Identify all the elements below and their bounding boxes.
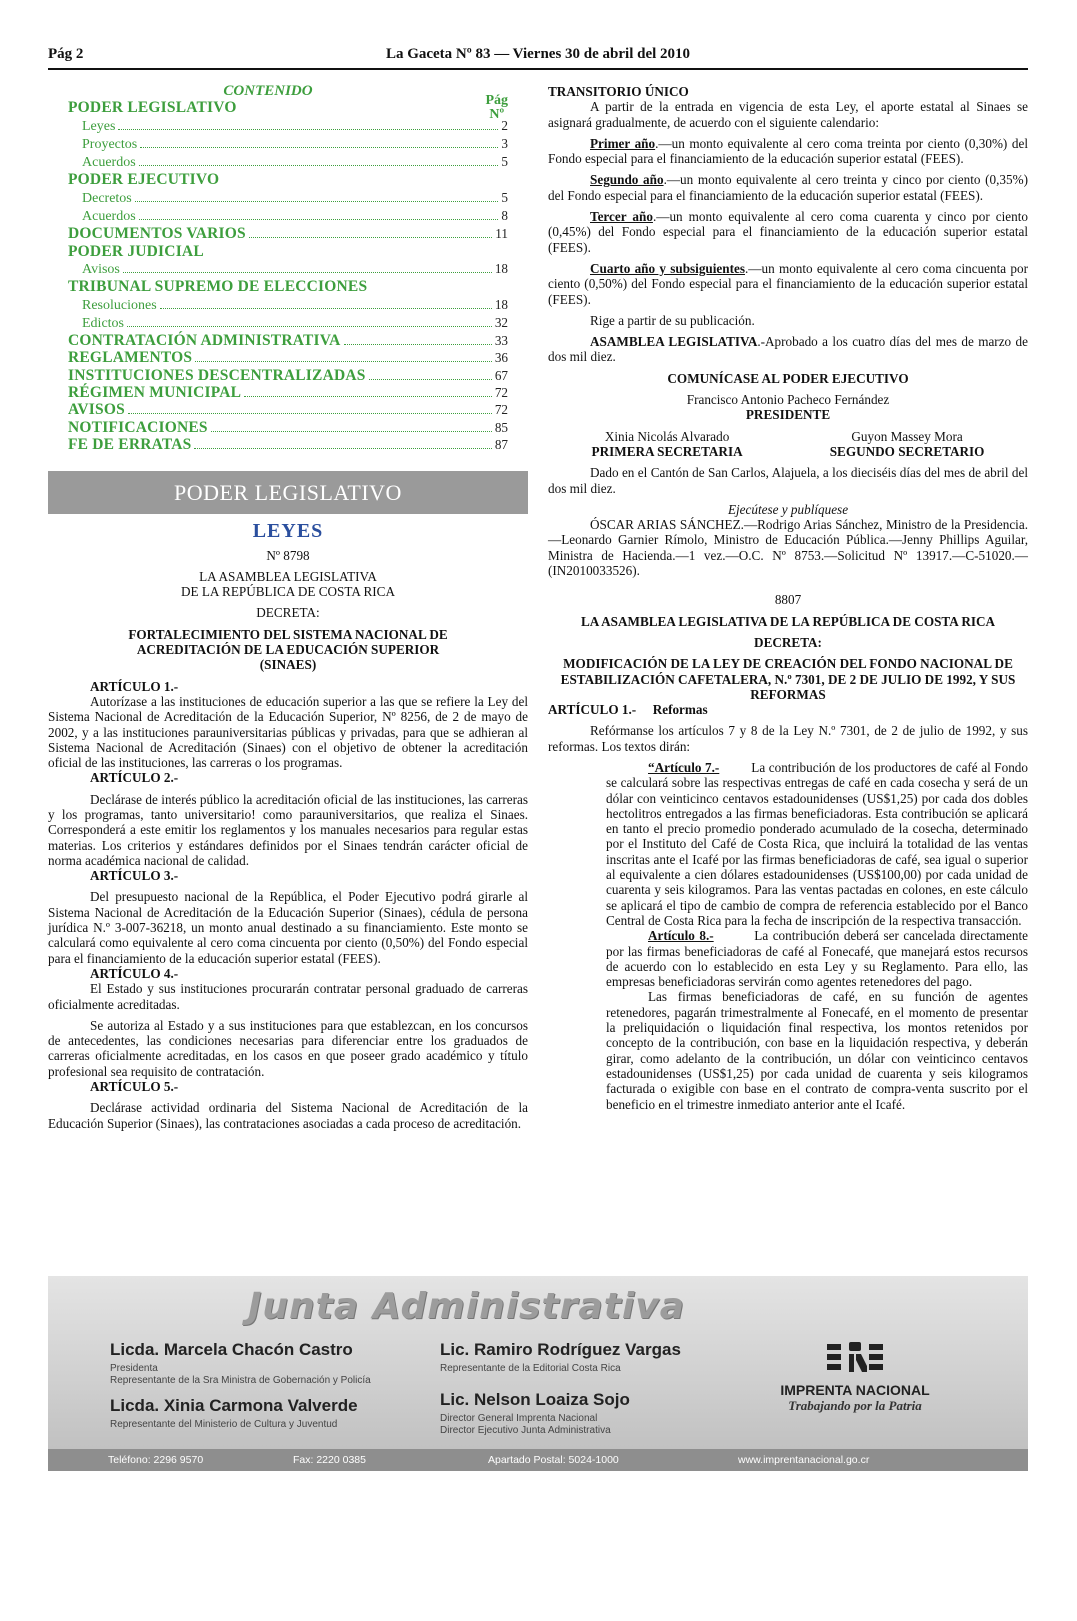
member-2-name: Licda. Xinia Carmona Valverde (110, 1396, 358, 1415)
toc-entry[interactable] (68, 436, 508, 453)
section-banner: PODER LEGISLATIVO (48, 471, 528, 514)
secretaries (548, 429, 1028, 460)
toc-entry-label: NOTIFICACIONES (68, 418, 208, 436)
toc-page-header-text: Pág Nº (485, 93, 508, 122)
imprenta-logo-icon (825, 1340, 885, 1378)
toc-entry[interactable] (68, 419, 508, 436)
law-2-title: MODIFICACIÓN DE LA LEY DE CREACIÓN DEL FONDO NACIONAL DE ESTABILIZACIÓN CAFETALERA, N.º 7301, DE 2 DE JULIO DE 1992, Y SUS REFORMAS (560, 656, 1016, 702)
toc-entry[interactable] (68, 332, 508, 349)
year-4-text: .—un monto equivalente al cero coma cincuenta por ciento (0,50%) del Fondo especial para el financiamiento de la educación superior estatal (FEES). (548, 260, 1028, 307)
ejecutese: Ejecútese y publíquese (727, 501, 849, 517)
toc-leader-dots (139, 209, 499, 220)
year-3 (548, 209, 1028, 255)
toc-entry[interactable] (68, 189, 508, 207)
articulo-7-label: “Artículo 7.- (648, 759, 720, 775)
toc-entry-page: 85 (494, 419, 508, 435)
member-2 (110, 1396, 358, 1431)
article-4-text-b: Se autoriza al Estado y a sus instituciones para que establezcan, en los concursos de antecedentes, las condiciones necesarias para diferenciar entre los graduados de carreras oficialmente acreditadas, en los casos en que poseer grado académico y título profesional sea requisito de contratación. (48, 1017, 528, 1079)
toc-entry-label: Acuerdos (82, 209, 136, 225)
articulo-8 (606, 928, 1028, 989)
toc-leader-dots (211, 421, 492, 432)
page-number: Pág 2 (48, 46, 84, 62)
website-link[interactable]: www.imprentanacional.go.cr (738, 1454, 870, 1466)
leyes-heading: LEYES (252, 520, 324, 543)
toc-entry-page: 72 (494, 385, 508, 401)
year-3-label: Tercer año (590, 209, 653, 225)
toc-entry-page: 11 (495, 226, 508, 242)
toc-leader-dots (344, 334, 492, 345)
toc-leader-dots (244, 386, 492, 397)
assembly-full: LA ASAMBLEA LEGISLATIVA DE LA REPÚBLICA DE COSTA RICA (580, 613, 996, 629)
articulo-8-b: Las firmas beneficiadoras de café, en su función de agentes retenedores, pagarán trimestralmente al Fonecafé, en el momento de presentar la preliquidación o liquidación final respectiva, los montos retenidos por concepto de la contribución, con base en la liquidación respectiva, y deberán girar, como adelanto de la contribución, un dólar con veinticinco centavos estadounidenses (US$1,25) por cada unidad de cuarenta y seis kilogramos facturada o exigible con base en el contrato de compra-venta suscrito por el beneficio en el trimestre inmediato anterior ante el Icafé. (606, 989, 1028, 1112)
member-2-role: Representante del Ministerio de Cultura y Juventud (110, 1419, 338, 1430)
toc-entry[interactable] (68, 384, 508, 401)
toc-entry-label: PODER JUDICIAL (68, 242, 204, 260)
president-title: PRESIDENTE (745, 407, 831, 423)
asamblea-text: .-Aprobado a los cuatro días del mes de marzo de dos mil diez. (548, 334, 1028, 365)
toc-entry[interactable] (68, 207, 508, 225)
secretary-2-title: SEGUNDO SECRETARIO (829, 443, 985, 459)
toc-entry-label: DOCUMENTOS VARIOS (68, 225, 246, 243)
law-title: FORTALECIMIENTO DEL SISTEMA NACIONAL DE ACREDITACIÓN DE LA EDUCACIÓN SUPERIOR (SINAES) (128, 626, 448, 673)
year-4-label: Cuarto año y subsiguientes (590, 260, 745, 276)
year-2-label: Segundo año (590, 172, 664, 188)
member-3 (440, 1340, 681, 1375)
toc-entry-label: INSTITUCIONES DESCENTRALIZADAS (68, 366, 366, 384)
toc-leader-dots (128, 403, 492, 414)
toc-entry-page: 3 (501, 135, 508, 151)
year-2-text: .—un monto equivalente al cero treinta y cinco por ciento (0,35%) del Fondo especial para el financiamiento de la educación superior estatal (FEES). (548, 172, 1028, 203)
toc-entry[interactable] (68, 296, 508, 314)
toc-entry-page: 18 (494, 296, 508, 312)
article-4-text-a: El Estado y sus instituciones procurarán contratar personal graduado de carreras oficialmente acreditadas. (48, 981, 528, 1012)
toc-entry-label: Decretos (82, 190, 132, 206)
comunicase: COMUNÍCASE AL PODER EJECUTIVO (667, 370, 909, 386)
toc-leader-dots (135, 191, 499, 202)
toc-entries (68, 99, 508, 453)
article-1-text: Autorízase a las instituciones de educación superior a las que se refiere la Ley del Sistema Nacional de Acreditación de la Educación Superior, Nº 8256, de 2 de mayo de 2002, y a las instituciones parauniversitarias públicas y privadas, para que se adhieran al Sistema Nacional de Acreditación (Sinaes) con el objetivo de obtener la acreditación oficial de las instituciones, las carreras o los programas. (48, 693, 528, 771)
secretary-2-name: Guyon Massey Mora (851, 428, 963, 444)
toc-entry-label: Edictos (82, 315, 124, 331)
toc-entry-label: FE DE ERRATAS (68, 435, 192, 453)
article-5-text: Declárase actividad ordinaria del Sistema Nacional de Acreditación de la Educación Superior (Sinaes), las contrataciones asociadas a cada proceso de acreditación. (48, 1100, 528, 1131)
dado: Dado en el Cantón de San Carlos, Alajuela, a los dieciséis días del mes de abril del dos mil diez. (548, 465, 1028, 496)
toc-entry-page: 67 (494, 367, 508, 383)
secretary-1-name: Xinia Nicolás Alvarado (604, 428, 730, 444)
toc-entry-label: RÉGIMEN MUNICIPAL (68, 384, 242, 402)
assembly-line-2: DE LA REPÚBLICA DE COSTA RICA (181, 584, 395, 600)
toc-entry-label: AVISOS (68, 401, 125, 419)
table-of-contents (68, 84, 508, 453)
toc-entry[interactable] (68, 401, 508, 418)
toc-entry[interactable] (68, 367, 508, 384)
year-1-text: .—un monto equivalente al cero coma treinta por ciento (0,30%) del Fondo especial para el financiamiento de la educación superior estatal (FEES). (548, 135, 1028, 167)
decreta-2: DECRETA: (754, 634, 822, 650)
postal-box: Apartado Postal: 5024-1000 (488, 1454, 619, 1466)
toc-entry-page: 5 (501, 189, 508, 205)
year-2 (548, 172, 1028, 203)
contact-bar (48, 1449, 1028, 1471)
toc-leader-dots (160, 298, 492, 309)
page-header (48, 44, 1028, 70)
quoted-articles (606, 760, 1028, 1112)
member-1-role-1: Presidenta (110, 1363, 158, 1374)
rige: Rige a partir de su publicación. (590, 312, 755, 328)
toc-leader-dots (118, 119, 498, 130)
signatories: ÓSCAR ARIAS SÁNCHEZ.—Rodrigo Arias Sánchez, Ministro de la Presidencia.—Leonardo Garnier Rímolo, Ministro de Educación Pública.—Jenny Phillips Aguilar, Ministra de Hacienda.—1 vez.—O.C. Nº 8753.—Solicitud Nº 13917.—C-51020.—(IN2010033526). (548, 517, 1028, 579)
toc-entry[interactable] (68, 314, 508, 332)
article-1-heading: ARTÍCULO 1.- (90, 678, 179, 694)
toc-entry[interactable] (68, 278, 508, 295)
toc-entry-page: 5 (501, 154, 508, 170)
assembly-line-1: LA ASAMBLEA LEGISLATIVA (199, 568, 377, 584)
member-1 (110, 1340, 371, 1387)
right-column (548, 84, 1028, 1112)
toc-entry-label: Leyes (82, 118, 116, 134)
member-3-name: Lic. Ramiro Rodríguez Vargas (440, 1340, 681, 1359)
year-1 (548, 136, 1028, 167)
decreta: DECRETA: (256, 605, 320, 621)
toc-entry-page: 18 (494, 260, 508, 276)
toc-leader-dots (195, 351, 492, 362)
toc-entry[interactable] (68, 225, 508, 242)
toc-entry-page: 87 (494, 436, 508, 452)
article-5-heading: ARTÍCULO 5.- (90, 1079, 179, 1095)
member-1-name: Licda. Marcela Chacón Castro (110, 1340, 353, 1359)
toc-entry[interactable] (68, 135, 508, 153)
article-3-text: Del presupuesto nacional de la República, el Poder Ejecutivo podrá girarle al Sistema Nacional de Acreditación de la Educación Superior (Sinaes), cédula de persona jurídica N.º 3-007-36218, un monto anual destinado a su financiamiento. Este monto se calculará como equivalente al cero coma cincuenta por ciento (0,50%) del Fondo especial para el financiamiento de la educación superior estatal (FEES). (48, 889, 528, 966)
year-1-label: Primer año (590, 135, 656, 151)
logo-tagline: Trabajando por la Patria (788, 1398, 922, 1413)
member-4 (440, 1390, 630, 1437)
reformas-label: Reformas (652, 702, 708, 718)
transitorio-text: A partir de la entrada en vigencia de esta Ley, el aporte estatal al Sinaes se asignará gradualmente, de acuerdo con el siguiente calendario: (548, 99, 1028, 130)
articulo-8-label: Artículo 8.- (648, 928, 714, 944)
toc-entry-page: 72 (494, 402, 508, 418)
toc-page-header (485, 94, 508, 122)
junta-title: Junta Administrativa (248, 1286, 686, 1327)
toc-entry[interactable] (68, 260, 508, 278)
toc-entry-label: CONTRATACIÓN ADMINISTRATIVA (68, 332, 341, 350)
toc-entry-label: PODER LEGISLATIVO (68, 99, 237, 117)
law-2-article-1-label: ARTÍCULO 1.- (548, 702, 637, 718)
toc-entry[interactable] (68, 99, 508, 116)
toc-entry-page: 33 (494, 333, 508, 349)
toc-leader-dots (194, 438, 491, 449)
logo-name: IMPRENTA NACIONAL (780, 1382, 930, 1398)
toc-leader-dots (369, 369, 492, 380)
law-2-article-1-heading (548, 702, 1028, 717)
president-name: Francisco Antonio Pacheco Fernández (686, 392, 890, 408)
asamblea-label: ASAMBLEA LEGISLATIVA (590, 334, 758, 350)
imprenta-nacional-logo (770, 1340, 940, 1414)
member-4-role-1: Director General Imprenta Nacional (440, 1413, 598, 1424)
law-number: Nº 8798 (266, 547, 310, 563)
toc-entry-label: Acuerdos (82, 155, 136, 171)
toc-entry[interactable] (68, 171, 508, 188)
articulo-8-text: La contribución deberá ser cancelada directamente por las firmas beneficiadoras de café al Fonecafé, que manejará estos recursos de acuerdo con lo establecido en esta Ley y su Reglamento. Para ello, las empresas beneficiadoras servirán como agentes retenedores del pago. (606, 928, 1028, 990)
articulo-7 (606, 760, 1028, 928)
masthead: La Gaceta Nº 83 — Viernes 30 de abril del 2010 (385, 46, 691, 62)
year-4 (548, 261, 1028, 307)
article-2-heading: ARTÍCULO 2.- (90, 770, 179, 786)
junta-administrativa-footer (48, 1276, 1028, 1471)
toc-title: CONTENIDO (223, 83, 313, 99)
toc-entry[interactable] (68, 153, 508, 171)
left-column (48, 84, 528, 1131)
transitorio-heading: TRANSITORIO ÚNICO (548, 84, 689, 99)
toc-leader-dots (139, 155, 499, 166)
toc-entry-page: 32 (494, 314, 508, 330)
articulo-7-text: La contribución de los productores de café al Fondo se calculará sobre las respectivas entregas de café en cada cosecha y será de un dólar con veinticinco centavos estadounidenses (US$1,25) por cada dos dobles hectolitros entregados a las firmas beneficiadoras. Esta contribución se aplicará en tanto el precio promedio ponderado acumulado de la cosecha, determinado por el Instituto del Café de Costa Rica, que incluirá la totalidad de las ventas inscritas ante el Icafé por las firmas beneficiadoras de café, sea igual o superior al equivalente a cien dólares estadounidenses (US$100,00) por cada unidad de cuarenta y seis kilogramos. Para las ventas pactadas en colones, en este cálculo se aplicará el tipo de cambio de compra de referencia establecido por el Banco Central de Costa Rica para la fecha de inscripción de la respectiva transacción. (606, 759, 1028, 928)
toc-entry-label: Avisos (82, 261, 120, 277)
member-1-role-2: Representante de la Sra Ministra de Gobernación y Policía (110, 1375, 371, 1386)
toc-leader-dots (127, 316, 492, 327)
toc-leader-dots (140, 137, 498, 148)
toc-entry-label: Proyectos (82, 136, 138, 152)
secretary-1-title: PRIMERA SECRETARIA (591, 443, 743, 459)
fax: Fax: 2220 0385 (293, 1454, 366, 1466)
toc-entry-label: PODER EJECUTIVO (68, 171, 220, 189)
asamblea-approval (548, 334, 1028, 365)
phone: Teléfono: 2296 9570 (108, 1454, 204, 1466)
member-4-name: Lic. Nelson Loaiza Sojo (440, 1390, 630, 1409)
member-4-role-2: Director Ejecutivo Junta Administrativa (440, 1425, 611, 1436)
article-3-heading: ARTÍCULO 3.- (90, 868, 179, 884)
toc-entry[interactable] (68, 243, 508, 260)
law-2-article-1-text: Refórmanse los artículos 7 y 8 de la Ley N.º 7301, de 2 de julio de 1992, y sus reformas. Los textos dirán: (548, 723, 1028, 754)
toc-entry-label: REGLAMENTOS (68, 349, 193, 367)
law-2-number: 8807 (774, 592, 802, 608)
toc-entry-label: TRIBUNAL SUPREMO DE ELECCIONES (68, 278, 368, 296)
year-3-text: .—un monto equivalente al cero coma cuarenta y cinco por ciento (0,45%) del Fondo especial para el financiamiento de la educación superior estatal (FEES). (548, 209, 1028, 255)
toc-leader-dots (249, 227, 492, 238)
toc-entry-label: Resoluciones (82, 297, 157, 313)
article-2-text: Declárase de interés público la acreditación oficial de las instituciones, las carreras y los programas, tanto universitario! como parauniversitarios, que realiza el Sinaes. Corresponderá a este emitir los reglamentos y los manuales necesarios para regular estas materias. Los criterios y estándares definidos por el Sinaes tendrán carácter oficial de norma académica nacional de calidad. (48, 791, 528, 868)
member-3-role: Representante de la Editorial Costa Rica (440, 1363, 621, 1374)
toc-entry-page: 36 (494, 350, 508, 366)
article-4-heading: ARTÍCULO 4.- (90, 965, 179, 981)
toc-entry-page: 2 (501, 117, 508, 133)
toc-leader-dots (123, 262, 492, 273)
toc-entry[interactable] (68, 349, 508, 366)
toc-entry-page: 8 (501, 208, 508, 224)
toc-entry[interactable] (68, 117, 508, 135)
